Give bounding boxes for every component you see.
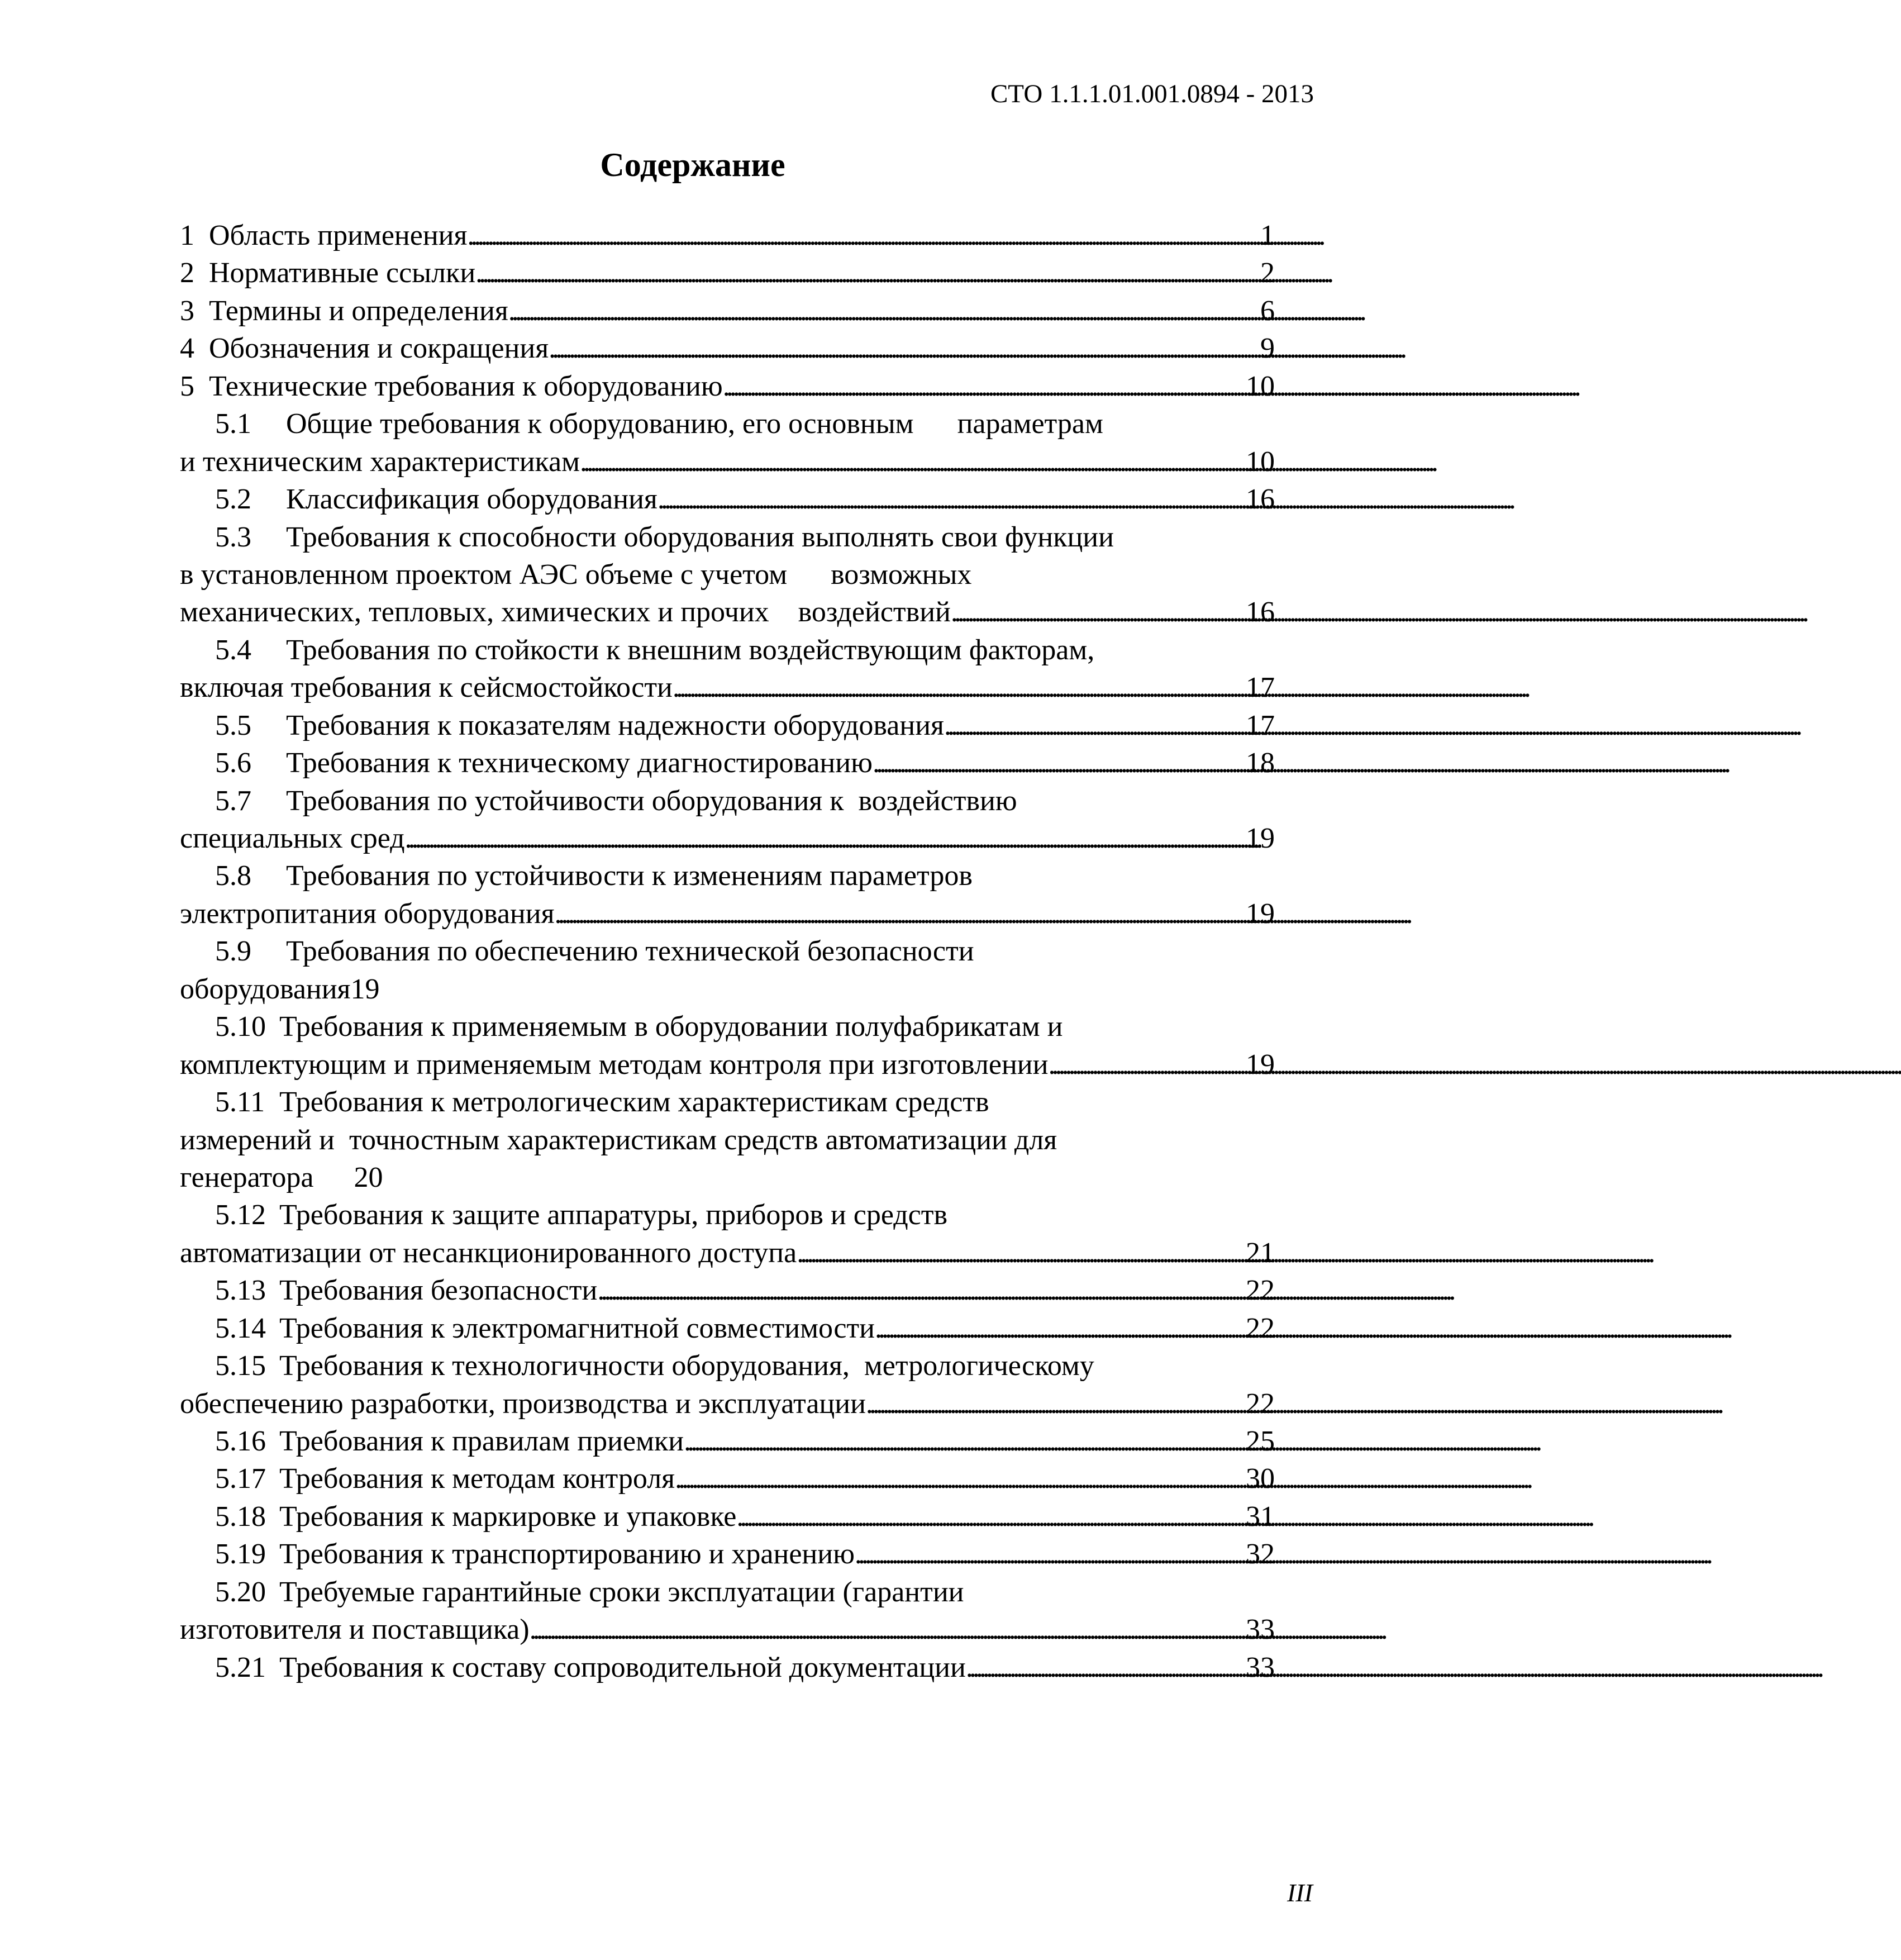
toc-entry-page: 10 — [1246, 370, 1275, 402]
toc-entry-line[interactable] — [180, 669, 1275, 706]
toc-entry-page: 9 — [1260, 332, 1275, 365]
toc-entry-number: 5.9 — [215, 935, 251, 968]
toc-entry-number: 5.19 — [215, 1538, 266, 1571]
toc-entry-page: 21 — [1246, 1236, 1275, 1269]
toc-entry-page: 19 — [1246, 1048, 1275, 1081]
dot-leader — [475, 254, 1258, 292]
toc-entry-line[interactable] — [180, 518, 1275, 556]
toc-entry-number: 5.3 — [215, 521, 251, 553]
toc-entry-line[interactable] — [180, 1121, 1275, 1159]
toc-entry[interactable] — [180, 217, 1275, 254]
toc-entry-number: 5.21 — [215, 1651, 266, 1683]
toc-entry-title: Нормативные ссылки — [209, 257, 476, 289]
toc-entry-title: Термины и определения — [209, 294, 508, 327]
toc-entry-line[interactable] — [180, 1611, 1275, 1648]
toc-entry-page: 1 — [1260, 220, 1275, 251]
toc-entry-page: 16 — [1246, 596, 1275, 629]
toc-entry-number: 5.8 — [215, 860, 251, 892]
dot-leader — [1048, 1046, 1243, 1083]
toc-entry-line[interactable] — [180, 857, 1275, 895]
dot-leader — [966, 1649, 1243, 1686]
toc-entry-number: 5.11 — [215, 1086, 265, 1119]
page-title: Содержание — [600, 146, 785, 183]
toc-entry[interactable] — [180, 1272, 1275, 1309]
toc-entry-line[interactable] — [180, 933, 1275, 970]
toc-entry-page: 25 — [1246, 1425, 1275, 1457]
document-header-code: СТО 1.1.1.01.001.0894 - 2013 — [990, 79, 1314, 108]
dot-leader — [736, 1498, 1243, 1535]
toc-entry-number: 5.17 — [215, 1463, 266, 1495]
toc-entry-line[interactable] — [180, 631, 1275, 669]
toc-entry-number: 5 — [180, 370, 194, 402]
toc-entry-title-continued: включая требования к сейсмостойкости — [180, 672, 673, 704]
toc-entry-page: 16 — [1246, 483, 1275, 516]
dot-leader — [855, 1535, 1243, 1573]
toc-entry-line[interactable] — [180, 405, 1275, 443]
toc-entry-number: 5.20 — [215, 1576, 266, 1608]
dot-leader — [597, 1272, 1243, 1309]
dot-leader — [875, 1310, 1243, 1347]
toc-entry-title: Технические требования к оборудованию — [209, 370, 723, 402]
toc-entry-number: 5.2 — [215, 483, 251, 516]
toc-entry[interactable] — [180, 254, 1275, 292]
dot-leader — [549, 330, 1258, 367]
toc-entry-title-continued: и техническим характеристикам — [180, 445, 580, 478]
toc-entry-title: Требования к составу сопроводительной документации — [279, 1651, 966, 1683]
toc-entry[interactable] — [180, 1310, 1275, 1347]
toc-entry-number: 5.4 — [215, 634, 251, 666]
toc-entry-title-continued: генератора — [180, 1161, 314, 1193]
toc-entry-title: Требования по устойчивости оборудования к воздействию — [286, 784, 1017, 817]
toc-entry-number: 5.18 — [215, 1500, 266, 1533]
dot-leader — [467, 217, 1258, 254]
toc-entry[interactable] — [180, 707, 1275, 744]
toc-entry-title-continued: оборудования — [180, 973, 351, 1005]
toc-entry-line[interactable] — [180, 593, 1275, 631]
toc-entry-number: 5.12 — [215, 1199, 266, 1231]
toc-entry[interactable] — [180, 744, 1275, 782]
dot-leader — [508, 292, 1258, 330]
dot-leader — [405, 820, 1243, 857]
toc-entry-line[interactable] — [180, 1008, 1275, 1045]
toc-entry-line[interactable] — [180, 443, 1275, 481]
toc-entry-title-continued: комплектующим и применяемым методам контроля при изготовлении — [180, 1048, 1049, 1081]
toc-entry-title: Область применения — [209, 220, 468, 251]
toc-entry-line[interactable] — [180, 895, 1275, 933]
toc-entry-page: 6 — [1260, 294, 1275, 327]
toc-entry-page: 18 — [1246, 747, 1275, 779]
toc-entry-page: 17 — [1246, 672, 1275, 704]
toc-entry-title: Требования к методам контроля — [279, 1463, 675, 1495]
dot-leader — [866, 1385, 1243, 1423]
toc-entry-title: Требования к электромагнитной совместимости — [279, 1312, 875, 1344]
toc-entry[interactable] — [180, 481, 1275, 518]
toc-entry[interactable] — [180, 1498, 1275, 1535]
dot-leader — [873, 744, 1243, 782]
toc-entry[interactable] — [180, 1423, 1275, 1460]
toc-entry-line[interactable] — [180, 1046, 1275, 1083]
toc-entry-number: 1 — [180, 220, 194, 251]
dot-leader — [530, 1611, 1243, 1648]
toc-entry-title-continued: специальных сред — [180, 822, 405, 854]
toc-entry-title: Общие требования к оборудованию, его основным параметрам — [286, 408, 1103, 440]
toc-entry-title: Требуемые гарантийные сроки эксплуатации (гарантии — [279, 1576, 964, 1608]
toc-entry-title: Требования к правилам приемки — [279, 1425, 684, 1457]
toc-entry-title: Требования к защите аппаратуры, приборов и средств — [279, 1199, 948, 1231]
toc-entry-title: Требования к применяемым в оборудовании полуфабрикатам и — [279, 1011, 1063, 1043]
toc-entry-page: 17 — [1246, 709, 1275, 741]
toc-entry-line[interactable] — [180, 820, 1275, 857]
toc-entry-line[interactable] — [180, 1083, 1275, 1121]
dot-leader — [951, 593, 1243, 631]
toc-entry-title-continued: механических, тепловых, химических и прочих воздействий — [180, 596, 951, 629]
dot-leader — [580, 443, 1243, 481]
toc-entry-title: Требования к способности оборудования выполнять свои функции — [286, 521, 1114, 553]
toc-entry-page: 2 — [1260, 257, 1275, 289]
dot-leader — [723, 368, 1243, 405]
toc-entry-page: 19 — [350, 973, 380, 1005]
toc-entry-page: 22 — [1246, 1274, 1275, 1307]
toc-entry-page: 19 — [1246, 897, 1275, 930]
toc-entry-page: 33 — [1246, 1614, 1275, 1646]
toc-entry-line[interactable] — [180, 1234, 1275, 1272]
dot-leader — [797, 1234, 1243, 1272]
toc-entry-line[interactable] — [180, 1573, 1275, 1611]
toc-entry-number: 5.7 — [215, 784, 251, 817]
toc-entry-line[interactable] — [180, 556, 1275, 593]
toc-entry-line[interactable] — [180, 1196, 1275, 1234]
toc-entry-number: 4 — [180, 332, 194, 365]
toc-entry-title-continued: электропитания оборудования — [180, 897, 555, 930]
toc-entry[interactable] — [180, 1535, 1275, 1573]
toc-entry-page: 32 — [1246, 1538, 1275, 1571]
toc-entry-page: 31 — [1246, 1500, 1275, 1533]
toc-entry-title: Требования по обеспечению технической безопасности — [286, 935, 974, 968]
toc-entry-page: 10 — [1246, 445, 1275, 478]
toc-entry-line[interactable] — [180, 782, 1275, 820]
toc-entry-title-continued: обеспечению разработки, производства и эксплуатации — [180, 1387, 866, 1420]
toc-entry-title-continued: автоматизации от несанкционированного доступа — [180, 1236, 797, 1269]
toc-entry-title: Требования по устойчивости к изменениям параметров — [286, 860, 973, 892]
dot-leader — [675, 1460, 1243, 1497]
toc-entry-number: 5.6 — [215, 747, 251, 779]
toc-entry-title: Требования к транспортированию и хранению — [279, 1538, 855, 1571]
toc-entry-title: Требования к метрологическим характеристикам средств — [279, 1086, 989, 1119]
toc-entry-line[interactable] — [180, 1347, 1275, 1385]
toc-entry-page: 33 — [1246, 1651, 1275, 1683]
toc-entry-page: 20 — [354, 1161, 383, 1193]
toc-entry-title-continued: в установленном проектом АЭС объеме с учетом возможных — [180, 558, 972, 591]
toc-entry-page: 22 — [1246, 1387, 1275, 1420]
toc-entry-number: 5.5 — [215, 709, 251, 741]
toc-entry-title: Классификация оборудования — [286, 483, 658, 516]
dot-leader — [658, 481, 1243, 518]
toc-entry-line[interactable] — [180, 1159, 1275, 1196]
toc-entry-number: 5.14 — [215, 1312, 266, 1344]
toc-entry[interactable] — [180, 368, 1275, 405]
page-number: III — [1287, 1878, 1313, 1907]
dot-leader — [555, 895, 1244, 933]
toc-entry-title: Обозначения и сокращения — [209, 332, 549, 365]
toc-entry-title-continued: изготовителя и поставщика) — [180, 1614, 530, 1646]
toc-entry[interactable] — [180, 330, 1275, 367]
table-of-contents — [180, 217, 1275, 1686]
toc-entry[interactable] — [180, 292, 1275, 330]
toc-entry[interactable] — [180, 1460, 1275, 1497]
toc-entry-number: 2 — [180, 257, 194, 289]
toc-entry-line[interactable] — [180, 971, 1275, 1008]
toc-entry-number: 3 — [180, 294, 194, 327]
toc-entry-page: 30 — [1246, 1463, 1275, 1495]
toc-entry-title: Требования к показателям надежности оборудования — [286, 709, 944, 741]
toc-entry-number: 5.15 — [215, 1350, 266, 1382]
toc-entry-title-continued: измерений и точностным характеристикам средств автоматизации для — [180, 1124, 1057, 1156]
toc-entry-page: 19 — [1246, 822, 1275, 854]
dot-leader — [944, 707, 1243, 744]
dot-leader — [684, 1423, 1243, 1460]
toc-entry-title: Требования к технологичности оборудования, метрологическому — [279, 1350, 1094, 1382]
toc-entry[interactable] — [180, 1649, 1275, 1686]
toc-entry-number: 5.10 — [215, 1011, 266, 1043]
toc-entry-title: Требования безопасности — [279, 1274, 598, 1307]
toc-entry-number: 5.1 — [215, 408, 251, 440]
toc-entry-number: 5.13 — [215, 1274, 266, 1307]
toc-entry-line[interactable] — [180, 1385, 1275, 1423]
toc-entry-page: 22 — [1246, 1312, 1275, 1344]
toc-entry-title: Требования по стойкости к внешним воздействующим факторам, — [286, 634, 1095, 666]
toc-entry-title: Требования к маркировке и упаковке — [279, 1500, 737, 1533]
toc-entry-number: 5.16 — [215, 1425, 266, 1457]
dot-leader — [673, 669, 1243, 706]
toc-entry-title: Требования к техническому диагностированию — [286, 747, 873, 779]
